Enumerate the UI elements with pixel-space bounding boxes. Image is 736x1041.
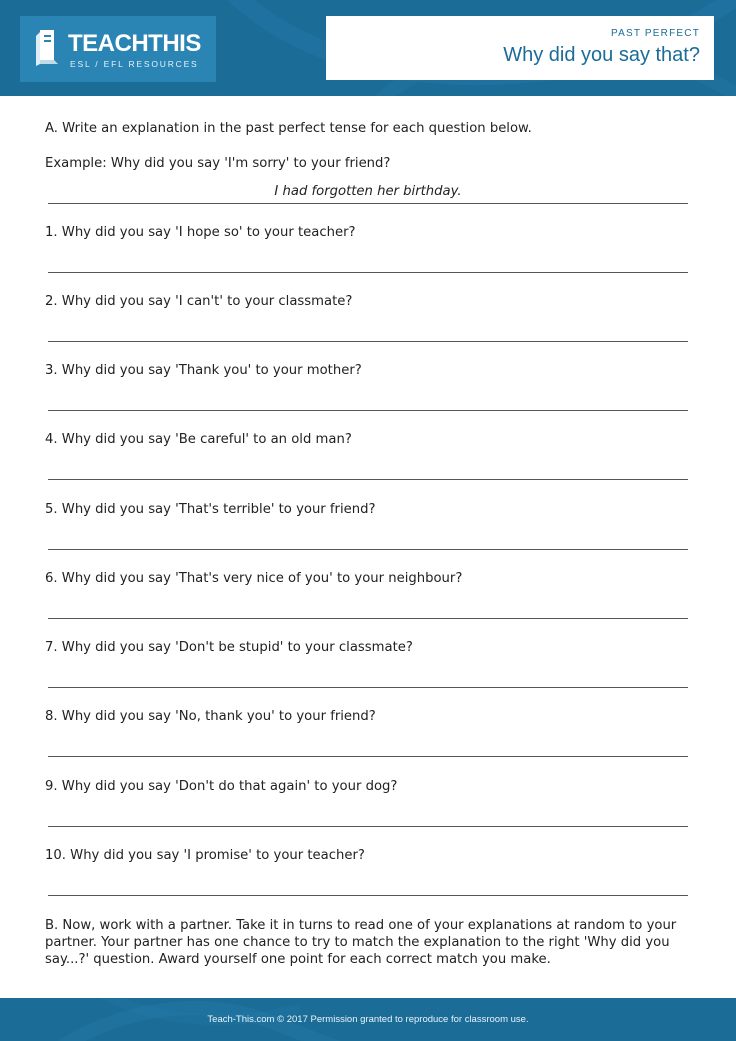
section-b-instruction: B. Now, work with a partner. Take it in turns to read one of your explanations at random to your partner. Your partner has one chance to try to match the explanation to the right 'Why did you say...?' question. Award yourself one point for each correct match you make.	[45, 918, 677, 967]
example-answer-line	[48, 203, 688, 204]
answer-line-9[interactable]	[48, 826, 688, 827]
section-a-instruction: A. Write an explanation in the past perfect tense for each question below.	[45, 121, 532, 136]
page-title: Why did you say that?	[503, 44, 700, 66]
answer-line-10[interactable]	[48, 895, 688, 896]
title-panel	[326, 16, 714, 80]
question-1: 1. Why did you say 'I hope so' to your teacher?	[45, 225, 356, 240]
example-question: Example: Why did you say 'I'm sorry' to your friend?	[45, 156, 391, 171]
topic-label: PAST PERFECT	[610, 28, 700, 39]
answer-line-7[interactable]	[48, 687, 688, 688]
question-8: 8. Why did you say 'No, thank you' to your friend?	[45, 709, 376, 724]
footer-copyright: Teach-This.com © 2017 Permission granted to reproduce for classroom use.	[207, 1014, 529, 1025]
answer-line-6[interactable]	[48, 618, 688, 619]
answer-line-4[interactable]	[48, 479, 688, 480]
question-4: 4. Why did you say 'Be careful' to an old man?	[45, 432, 352, 447]
answer-line-1[interactable]	[48, 272, 688, 273]
answer-line-5[interactable]	[48, 549, 688, 550]
question-10: 10. Why did you say 'I promise' to your teacher?	[45, 848, 365, 863]
question-3: 3. Why did you say 'Thank you' to your mother?	[45, 363, 362, 378]
question-5: 5. Why did you say 'That's terrible' to your friend?	[45, 502, 376, 517]
example-answer: I had forgotten her birthday.	[274, 184, 462, 199]
logo-title: TEACHTHIS	[68, 30, 201, 57]
header-banner	[0, 0, 736, 96]
answer-line-8[interactable]	[48, 756, 688, 757]
question-7: 7. Why did you say 'Don't be stupid' to your classmate?	[45, 640, 413, 655]
book-icon	[34, 28, 64, 68]
answer-line-2[interactable]	[48, 341, 688, 342]
question-2: 2. Why did you say 'I can't' to your classmate?	[45, 294, 353, 309]
footer-banner	[0, 998, 736, 1041]
logo[interactable]	[20, 16, 216, 82]
question-9: 9. Why did you say 'Don't do that again' to your dog?	[45, 779, 398, 794]
answer-line-3[interactable]	[48, 410, 688, 411]
logo-subtitle: ESL / EFL RESOURCES	[70, 59, 199, 69]
question-6: 6. Why did you say 'That's very nice of you' to your neighbour?	[45, 571, 463, 586]
